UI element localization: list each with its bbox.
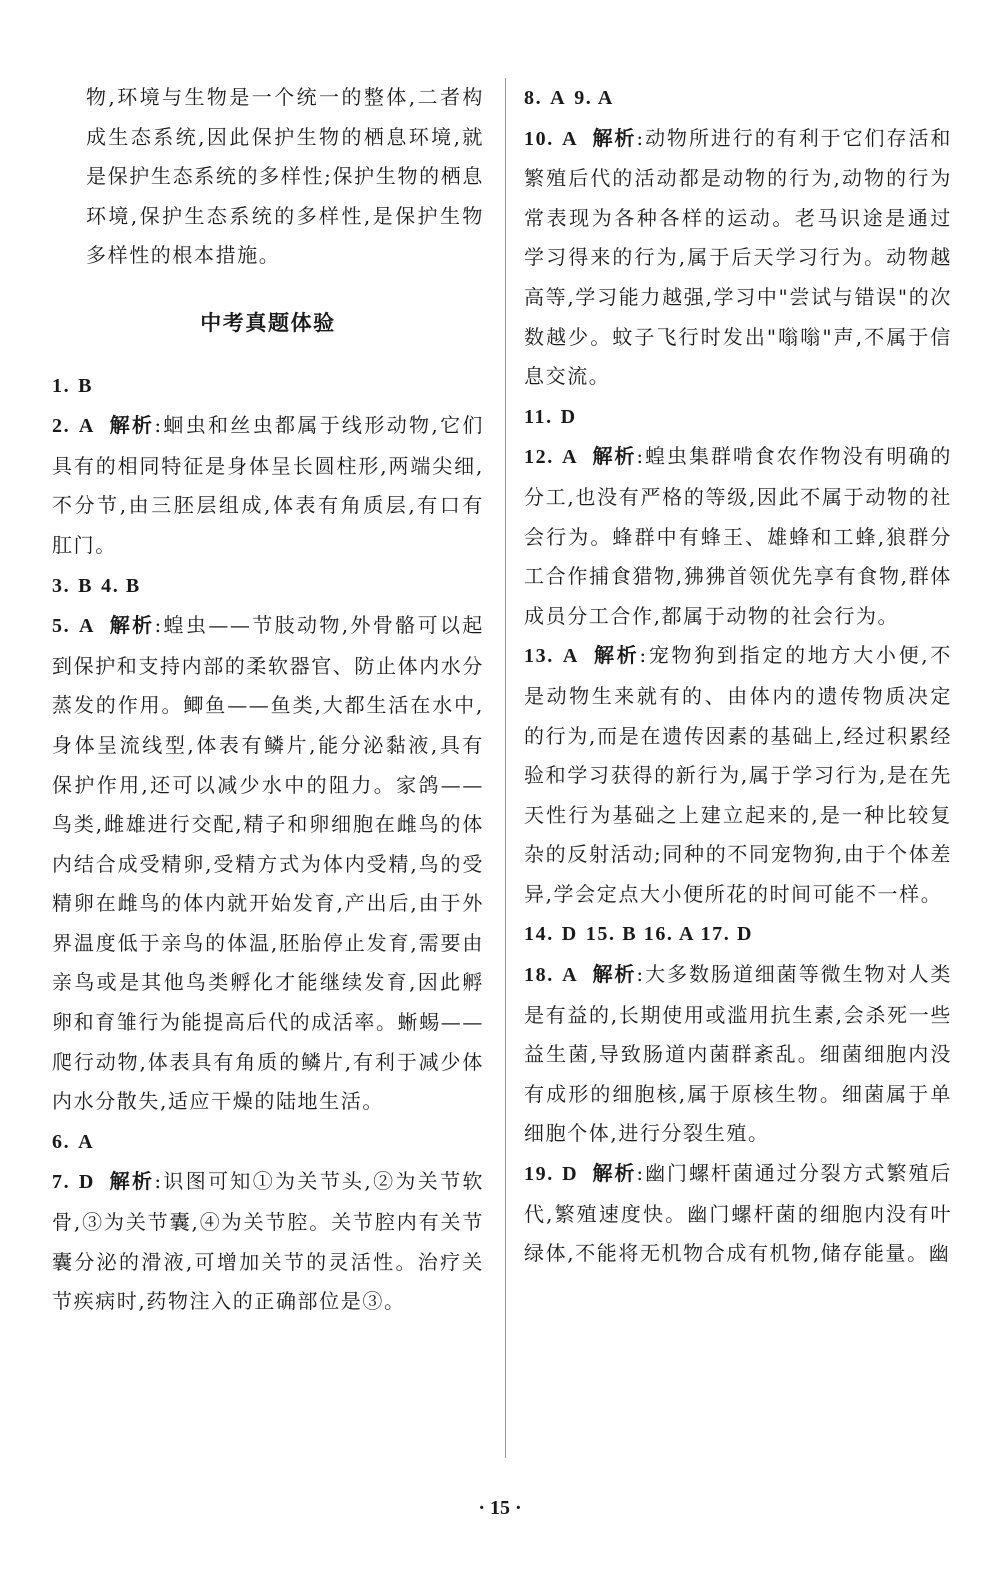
answer-letter: A xyxy=(78,615,95,638)
answer-item xyxy=(52,1122,484,1163)
answer-letter: D xyxy=(561,923,578,946)
column-divider xyxy=(505,78,506,1458)
answer-letter: B xyxy=(78,574,94,597)
analysis-label: 解析 xyxy=(592,962,637,987)
answer-letter: B xyxy=(78,374,94,397)
answer-item xyxy=(52,1162,484,1321)
intro-paragraph: 物,环境与生物是一个统一的整体,二者构成生态系统,因此保护生物的栖息环境,就是保护生态系统的多样性;保护生物的栖息环境,保护生态系统的多样性,是保护生物多样性的根本措施。 xyxy=(86,85,484,268)
question-number: 8. xyxy=(524,87,543,109)
left-column xyxy=(52,78,484,1322)
answer-item xyxy=(52,366,484,407)
question-number: 19. xyxy=(524,1163,554,1186)
question-number: 13. xyxy=(524,645,554,668)
question-number: 2. xyxy=(52,415,71,438)
more-answers: 9. A xyxy=(574,87,614,109)
answer-letter: A xyxy=(550,87,567,109)
question-number: 10. xyxy=(524,127,554,150)
analysis-label: 解析 xyxy=(109,613,155,638)
answer-letter: A xyxy=(562,645,579,668)
answer-item xyxy=(524,955,952,1154)
analysis-text: :识图可知①为关节头,②为关节软骨,③为关节囊,④为关节腔。关节腔内有关节囊分泌的滑液,可增加关节的灵活性。治疗关节疾病时,药物注入的正确部位是③。 xyxy=(52,1169,485,1314)
analysis-label: 解析 xyxy=(592,1161,637,1186)
answer-item xyxy=(524,1154,952,1274)
answer-letter: A xyxy=(78,1130,95,1153)
question-number: 14. xyxy=(524,923,554,946)
question-number: 7. xyxy=(52,1171,71,1194)
answer-letter: A xyxy=(562,964,579,987)
answer-item xyxy=(52,566,484,607)
analysis-text: :蝗虫集群啃食农作物没有明确的分工,也没有严格的等级,因此不属于动物的社会行为。蜂群中有蜂王、雄蜂和工蜂,狼群分工合作捕食猎物,狒狒首领优先享有食物,群体成员分工合作,都属于动物的社会行为。 xyxy=(524,444,952,628)
answer-item xyxy=(52,406,484,565)
answer-letter: D xyxy=(562,1163,579,1186)
analysis-text: :动物所进行的有利于它们存活和繁殖后代的活动都是动物的行为,动物的行为常表现为各种各样的运动。老马识途是通过学习得来的行为,属于后天学习行为。动物越高等,学习能力越强,学习中"尝试与错误"的次数越少。蚊子飞行时发出"嗡嗡"声,不属于信息交流。 xyxy=(524,125,952,389)
answer-item xyxy=(524,914,952,955)
answer-letter: A xyxy=(562,127,579,150)
question-number: 1. xyxy=(52,374,71,397)
answer-letter: A xyxy=(78,415,95,438)
left-answer-list xyxy=(52,366,484,1322)
answer-item xyxy=(524,78,952,119)
right-column xyxy=(524,78,952,1274)
question-number: 12. xyxy=(524,446,554,469)
analysis-text: :蝗虫——节肢动物,外骨骼可以起到保护和支持内部的柔软器官、防止体内水分蒸发的作用。鲫鱼——鱼类,大都生活在水中,身体呈流线型,体表有鳞片,能分泌黏液,具有保护作用,还可以减少水中的阻力。家鸽——鸟类,雌雄进行交配,精子和卵细胞在雌鸟的体内结合成受精卵,受精方式为体内受精,鸟的受精卵在雌鸟的体内就开始发育,产出后,由于外界温度低于亲鸟的体温,胚胎停止发育,需要由亲鸟或是其他鸟类孵化才能继续发育,因此孵卵和育雏行为能提高后代的成活率。蜥蜴——爬行动物,体表具有角质的鳞片,有利于减少体内水分散失,适应干燥的陆地生活。 xyxy=(52,613,484,1114)
answer-item xyxy=(524,636,952,914)
right-answer-list xyxy=(524,78,952,1274)
question-number: 6. xyxy=(52,1130,71,1153)
answer-item xyxy=(524,437,952,636)
analysis-label: 解析 xyxy=(109,1169,155,1194)
answer-item xyxy=(524,119,952,397)
analysis-text: :宠物狗到指定的地方大小便,不是动物生来就有的、由体内的遗传物质决定的行为,而是在遗传因素的基础上,经过积累经验和学习获得的新行为,属于学习行为,是在先天性行为基础之上建立起来的,是一种比较复杂的反射活动;同种的不同宠物狗,由于个体差异,学会定点大小便所花的时间可能不一样。 xyxy=(524,643,952,906)
analysis-text: :大多数肠道细菌等微生物对人类是有益的,长期使用或滥用抗生素,会杀死一些益生菌,导致肠道内菌群紊乱。细菌细胞内没有成形的细胞核,属于原核生物。细菌属于单细胞个体,进行分裂生殖。 xyxy=(524,962,952,1146)
more-answers: 4. B xyxy=(101,574,141,597)
answer-letter: A xyxy=(562,446,579,469)
analysis-label: 解析 xyxy=(109,413,155,438)
answer-letter: D xyxy=(78,1171,95,1194)
question-number: 11. xyxy=(524,405,553,428)
answer-item xyxy=(524,397,952,438)
answer-letter: D xyxy=(560,405,577,428)
analysis-label: 解析 xyxy=(592,444,637,469)
section-heading: 中考真题体验 xyxy=(200,310,336,335)
question-number: 5. xyxy=(52,615,71,638)
analysis-label: 解析 xyxy=(592,125,637,150)
page-number: · 15 · xyxy=(478,1497,522,1519)
more-answers: 15. B 16. A 17. D xyxy=(585,923,754,946)
question-number: 18. xyxy=(524,964,554,987)
analysis-text: :幽门螺杆菌通过分裂方式繁殖后代,繁殖速度快。幽门螺杆菌的细胞内没有叶绿体,不能将无机物合成有机物,储存能量。幽 xyxy=(524,1161,952,1266)
analysis-text: :蛔虫和丝虫都属于线形动物,它们具有的相同特征是身体呈长圆柱形,两端尖细,不分节,由三胚层组成,体表有角质层,有口有肛门。 xyxy=(52,413,485,557)
analysis-label: 解析 xyxy=(593,643,640,668)
question-number: 3. xyxy=(52,574,71,597)
answer-item xyxy=(52,606,484,1122)
